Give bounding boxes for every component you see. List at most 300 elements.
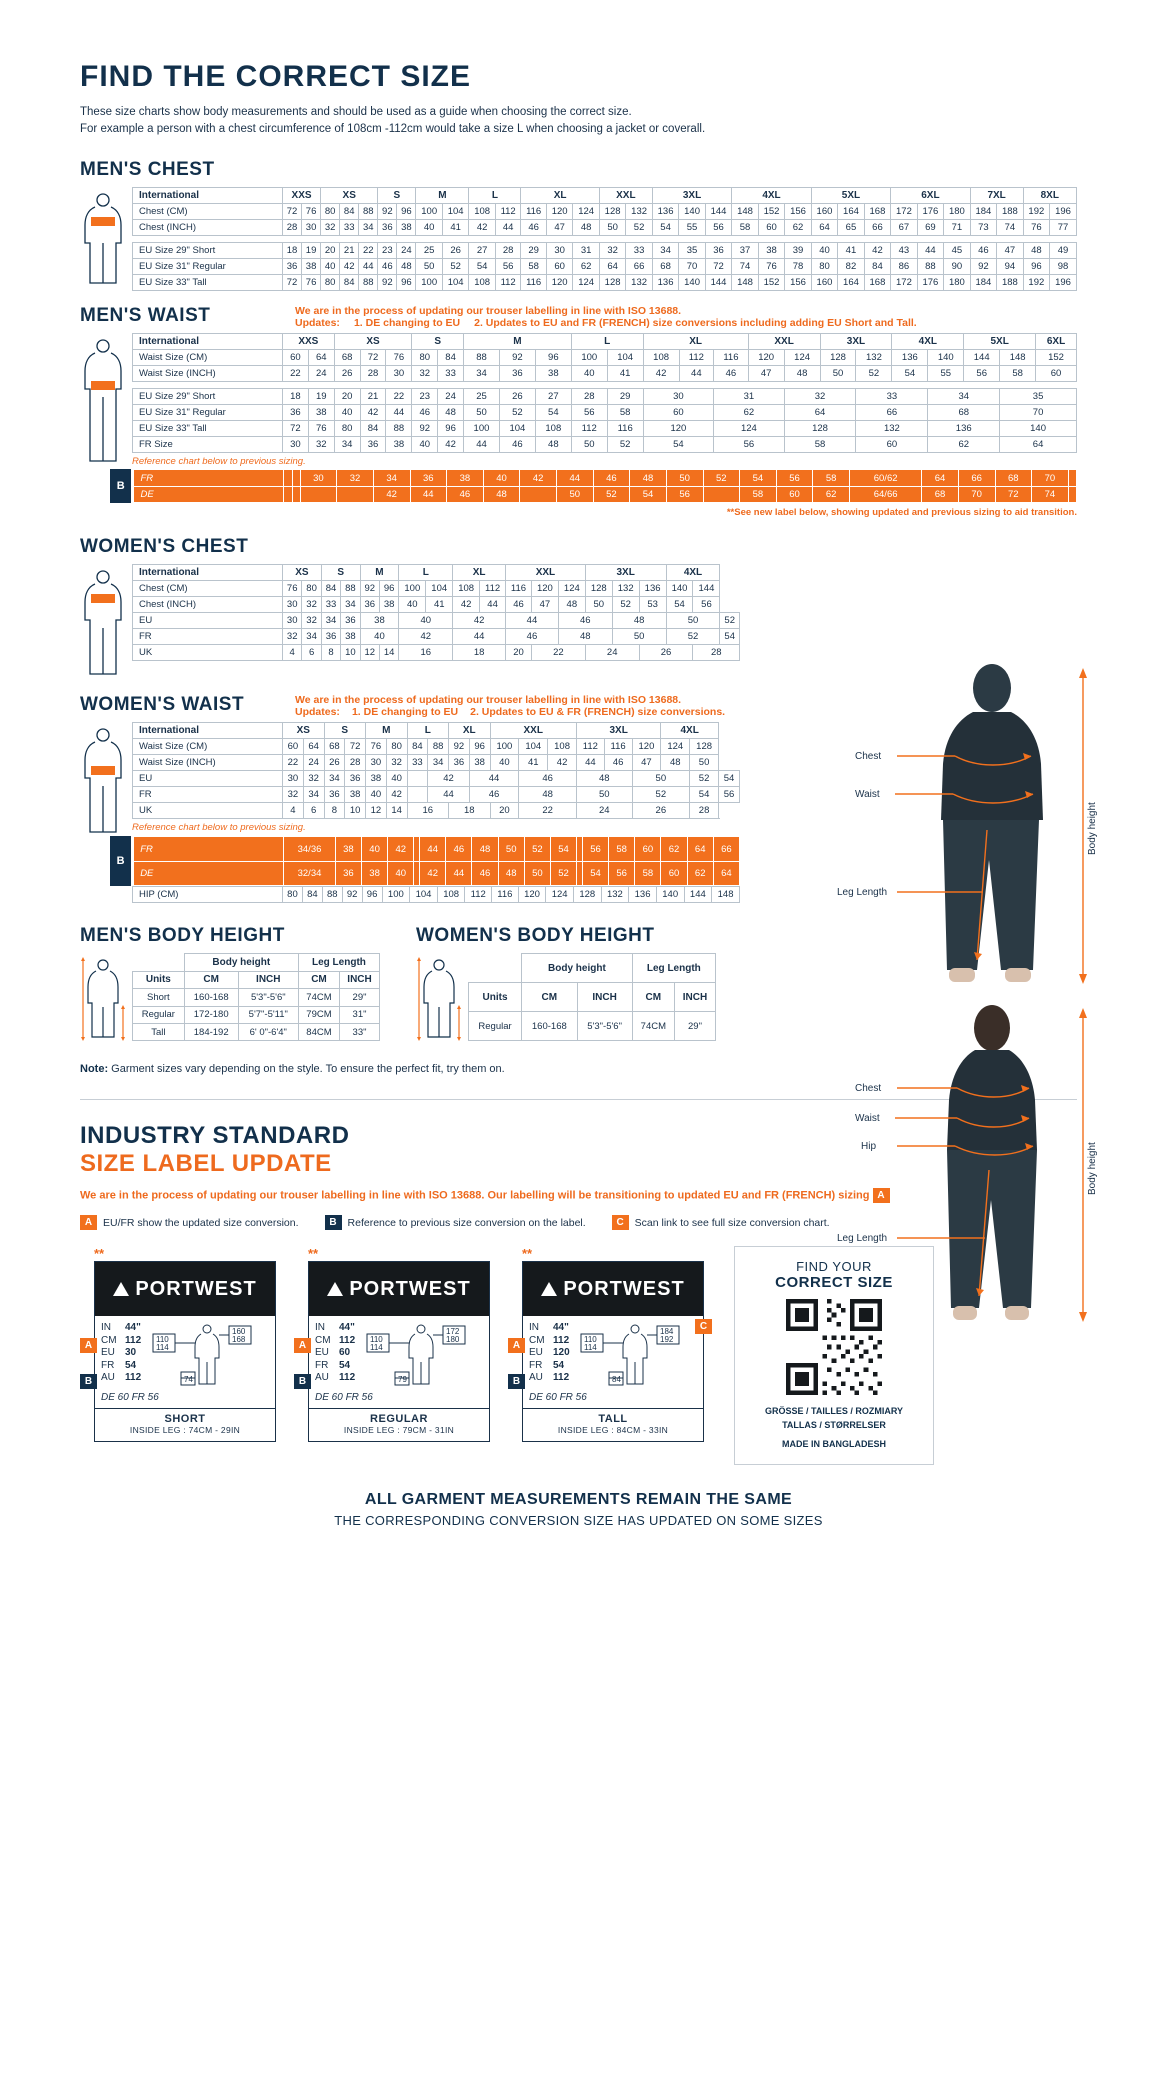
cell: 54 [720,629,740,645]
fit-note-label: Note: [80,1063,109,1076]
cell: 120 [531,581,558,597]
cell [292,486,300,503]
cell: 10 [341,645,360,661]
cell: 108 [535,421,571,437]
cell: 108 [437,887,465,903]
label-footer [309,1408,489,1441]
cell: 34 [334,437,360,453]
row-label: EU Size 33" Tall [133,275,283,291]
cell: 48 [558,597,585,613]
cell: 50 [632,771,690,787]
size-xxs: XXS [283,334,335,350]
waist-box-bottom: 114 [156,1343,169,1353]
row-label: FR [134,837,284,862]
size-4xl: 4XL [892,334,964,350]
womens-waist-previous-table [133,836,740,886]
table-row [133,421,1077,437]
cell: 40 [386,771,407,787]
cell: 50 [666,470,703,487]
cell: 92 [499,350,535,366]
cell: 56 [964,366,1000,382]
cell: 54 [469,259,495,275]
cell: 88 [428,739,449,755]
cell: 33 [321,597,340,613]
cell: 58 [732,220,758,236]
womens-waist-table [132,722,740,819]
table-row [133,405,1077,421]
womens-chest-title: WOMEN'S CHEST [80,536,249,558]
legend-item-c [612,1215,830,1230]
size-3xl: 3XL [576,723,660,739]
size-4xl: 4XL [666,565,720,581]
cell: 56 [714,437,785,453]
cell: 47 [632,755,661,771]
cell: 38 [758,243,784,259]
cell: 42 [469,220,495,236]
size-value: 54 [553,1359,565,1371]
size-value: 112 [125,1372,142,1384]
label-examples [80,1246,1077,1465]
cell: 58 [521,259,547,275]
cell: 36 [705,243,731,259]
cell: 168 [864,275,890,291]
cell: 38 [360,613,399,629]
size-key: FR [101,1359,115,1371]
cell: 196 [1050,204,1077,220]
cell: 54 [652,220,678,236]
cell: 54 [740,470,777,487]
cell: 46 [412,405,438,421]
cell: 88 [322,887,342,903]
row-label: Chest (INCH) [133,597,283,613]
cell: 52 [550,861,576,886]
mens-chest-title: MEN'S CHEST [80,159,215,181]
cell: 112 [495,204,521,220]
cell: 54 [719,771,740,787]
cell: 35 [1000,389,1077,405]
cell: 30 [302,220,321,236]
cell: 140 [679,275,705,291]
cell: 6 [303,803,324,819]
size-key: EU [315,1347,329,1359]
legend-text-c: Scan link to see full size conversion chart. [634,1216,830,1229]
cell: 42 [453,597,480,613]
table-row [133,629,740,645]
cell: 88 [341,581,360,597]
cell: 28 [345,755,366,771]
cell: 92 [378,204,397,220]
table-row [469,1012,716,1041]
womens-waist-figure [80,722,132,836]
size-s: S [324,723,366,739]
label-card-tall [508,1246,704,1442]
cell: 32 [302,613,321,629]
cell: 58 [1000,366,1036,382]
cell: 44 [917,243,943,259]
cell: 38 [469,755,490,771]
size-7xl: 7XL [970,188,1023,204]
footer-line-1: ALL GARMENT MEASUREMENTS REMAIN THE SAME [364,1490,793,1508]
mens-body-height-block [80,925,380,1041]
table-row [133,275,1077,291]
intro-line-1: These size charts show body measurements and should be used as a guide when choosing the correct size. [80,106,632,118]
cell: 18 [283,389,309,405]
cell: 50 [571,437,607,453]
height-box-top: 184 [660,1327,674,1337]
label-body-diagram-icon [579,1322,687,1388]
cell: 80 [334,421,360,437]
cell: 58 [740,486,777,503]
cell: 116 [607,421,643,437]
badge-b-label-2: B [294,1374,311,1389]
cell: 24 [438,389,464,405]
table-row [133,645,740,661]
cell: 76 [1023,220,1049,236]
brand-name: PORTWEST [349,1277,471,1300]
cell: 42 [548,755,577,771]
cell: 84CM [298,1023,339,1040]
cell: 124 [558,581,585,597]
cell: 5'3"-5'6" [238,989,298,1006]
womens-chest-table [132,564,740,661]
cell: 50 [585,597,612,613]
size-value: 54 [125,1359,137,1371]
cell: 20 [334,389,360,405]
cell: 48 [498,861,524,886]
badge-a: A [80,1215,97,1230]
cell: 41 [519,755,548,771]
cell: 73 [970,220,996,236]
legend-text-a: EU/FR show the updated size conversion. [103,1216,299,1229]
cell: 50 [576,787,632,803]
cell: 76 [283,581,302,597]
mens-waist-header-label: International [133,334,283,350]
cell: 48 [630,470,667,487]
table-row [133,739,740,755]
size-xxs: XXS [283,188,321,204]
cell: 48 [784,366,820,382]
cell: 48 [661,755,690,771]
cell: 74 [1032,486,1069,503]
mens-body-height-title: MEN'S BODY HEIGHT [80,925,285,947]
cell: 116 [506,581,532,597]
row-label: FR [133,629,283,645]
cell: 4 [283,803,304,819]
row-label: DE [134,861,284,886]
row-label: Chest (INCH) [133,220,283,236]
size-xxl: XXL [506,565,586,581]
cell: 56 [495,259,521,275]
cell: 56 [571,405,607,421]
cell: 26 [499,389,535,405]
table-row [133,887,740,903]
cell: 40 [811,243,837,259]
cell [407,787,428,803]
cell: 160-168 [184,989,238,1006]
badge-b-label-1: B [80,1374,97,1389]
size-row [315,1347,355,1360]
cell: 64 [1000,437,1077,453]
cell: 132 [601,887,629,903]
size-xs: XS [321,188,378,204]
page-title: FIND THE CORRECT SIZE [80,60,472,93]
cell: 54 [643,437,714,453]
cell: 38 [535,366,571,382]
table-row [133,334,1077,350]
cell: 32 [386,755,407,771]
size-key: FR [315,1359,329,1371]
cell: 54 [582,861,608,886]
cell: 96 [469,739,490,755]
cell: 36 [449,755,470,771]
cell: 144 [684,887,712,903]
units-label: Units [469,983,522,1012]
cell: 100 [399,581,426,597]
size-6xl: 6XL [1036,334,1077,350]
cell: 100 [416,275,442,291]
cell: 36 [283,405,309,421]
cell: 41 [607,366,643,382]
cell [337,486,374,503]
mens-chest-figure [80,187,132,287]
cell: 128 [599,204,625,220]
cell: 56 [582,837,608,862]
cell: 50 [820,366,856,382]
cell: 44 [464,437,500,453]
womens-waist-update-note [295,694,740,718]
cell: 38 [302,259,321,275]
cell [284,470,292,487]
cell: 36 [378,220,397,236]
cell: 152 [758,204,784,220]
cell: 112 [495,275,521,291]
label-box [522,1261,704,1442]
cell: 48 [472,837,498,862]
cell: 94 [997,259,1023,275]
cell: 70 [958,486,995,503]
cell: 38 [361,861,387,886]
cell: 40 [388,861,414,886]
size-key: IN [529,1322,539,1334]
industry-lead-text: We are in the process of updating our trouser labelling in line with ISO 13688. Our labelling will be transitioning to updated EU and FR (FRENCH) sizing [80,1189,870,1202]
cell: 124 [573,204,599,220]
cell [284,486,292,503]
cell: 46 [714,366,749,382]
cell: 29 [607,389,643,405]
cell: 56 [609,861,635,886]
cell: 42 [340,259,359,275]
cell: 47 [748,366,784,382]
cell: 28 [283,220,302,236]
cell: 124 [573,275,599,291]
row-label: EU Size 29" Short [133,389,283,405]
label-brand-header [309,1262,489,1316]
size-row [529,1360,570,1373]
cell: 52 [856,366,892,382]
unit: CM [184,971,238,988]
qr-card[interactable] [699,1246,934,1465]
cell: 46 [558,613,612,629]
label-fit-name: SHORT [164,1413,206,1426]
cell: 4 [283,645,302,661]
cell: 168 [864,204,890,220]
cell: 116 [604,739,632,755]
cell: 47 [997,243,1023,259]
cell: 80 [412,350,438,366]
cell: 24 [303,755,324,771]
size-3xl: 3XL [820,334,892,350]
cell: 46 [970,243,996,259]
row-label: Waist Size (CM) [133,350,283,366]
table-row [133,803,740,819]
cell: 152 [758,275,784,291]
cell: 26 [632,803,690,819]
label-footer [95,1408,275,1441]
brand-name: PORTWEST [135,1277,257,1300]
industry-title-2: SIZE LABEL UPDATE [80,1150,332,1178]
cell: 52 [593,486,630,503]
height-box-top: 172 [446,1327,460,1337]
cell: 36 [324,787,345,803]
cell: 72 [360,350,386,366]
cell: 71 [944,220,970,236]
row-label: Waist Size (CM) [133,739,283,755]
cell: 37 [732,243,758,259]
cell: 64 [303,739,324,755]
cell: 176 [917,275,943,291]
cell: 124 [714,421,785,437]
male-height-icon [80,957,126,1041]
cell: 27 [535,389,571,405]
size-m: M [416,188,469,204]
legend-item-b [325,1215,586,1230]
cell: 54 [535,405,571,421]
cell: 66 [626,259,652,275]
cell: 23 [412,389,438,405]
womens-waist-ref-note: Reference chart below to previous sizing. [132,822,306,834]
cell: 22 [386,389,412,405]
cell: 29 [521,243,547,259]
cell: 48 [483,486,520,503]
mens-waist-update-note [295,305,1077,329]
row-label: Short [133,989,185,1006]
size-value: 60 [339,1347,351,1359]
label-size-list [529,1322,570,1388]
cell: 44 [428,787,470,803]
cell: 80 [811,259,837,275]
cell: 19 [302,243,321,259]
qr-code-icon[interactable] [786,1299,882,1395]
cell: 52 [499,405,535,421]
size-xs: XS [334,334,412,350]
size-row [529,1347,570,1360]
size-row [315,1372,355,1385]
cell: 34 [321,613,340,629]
cell: 64 [599,259,625,275]
cell: 77 [1050,220,1077,236]
label-brand-header [523,1262,703,1316]
cell: 19 [308,389,334,405]
portwest-logo-icon [327,1282,343,1296]
size-key: CM [101,1334,117,1346]
cell: 34 [302,629,321,645]
cell: 42 [428,771,470,787]
leg-box: 84 [612,1375,622,1385]
size-row [101,1372,141,1385]
cell: 49 [1050,243,1077,259]
cell: 86 [891,259,917,275]
cell: 46 [469,787,519,803]
cell: 36 [321,629,340,645]
cell: 29" [674,1012,715,1041]
size-l: L [571,334,643,350]
male-label-leg: Leg Length [837,887,888,898]
table-row [133,581,740,597]
cell: 172-180 [184,1006,238,1023]
cell: 48 [612,613,666,629]
cell: 25 [464,389,500,405]
cell: 56 [776,470,813,487]
cell [300,486,337,503]
cell: 42 [360,405,386,421]
cell: 30 [366,755,387,771]
cell: 24 [308,366,334,382]
waist-box-top: 110 [370,1335,383,1345]
cell: 47 [546,220,572,236]
size-s: S [321,565,360,581]
cell: 60 [283,739,304,755]
cell: 40 [399,613,453,629]
cell: 40 [412,437,438,453]
cell: 60 [643,405,714,421]
badge-b-womens-waist: B [110,836,131,886]
row-label: Regular [133,1006,185,1023]
footer-line-2: THE CORRESPONDING CONVERSION SIZE HAS UPDATED ON SOME SIZES [334,1512,823,1528]
cell: 16 [407,803,449,819]
cell: 31" [340,1006,380,1023]
cell: 104 [499,421,535,437]
row-label: EU Size 31" Regular [133,259,283,275]
cell: 140 [679,204,705,220]
label-body [95,1316,275,1390]
cell: 42 [399,629,453,645]
section-mens-chest [80,159,1077,291]
cell: 62 [661,837,687,862]
cell: 24 [585,645,639,661]
female-label-waist: Waist [855,1113,880,1124]
cell: 92 [342,887,362,903]
cell: 40 [490,755,519,771]
cell: 136 [892,350,928,366]
row-label: Chest (CM) [133,204,283,220]
table-row [133,437,1077,453]
cell: 108 [453,581,480,597]
size-row [315,1335,355,1348]
table-row [133,771,740,787]
cell: 68 [995,470,1032,487]
cell: 172 [891,275,917,291]
row-label: DE [134,486,284,503]
cell: 48 [573,220,599,236]
row-label: FR Size [133,437,283,453]
table-row [133,787,740,803]
cell: 32 [784,389,856,405]
male-model-illustration [837,660,1097,990]
cell: 60 [283,350,309,366]
cell: 34 [359,220,378,236]
badge-c: C [612,1215,629,1230]
cell: 27 [469,243,495,259]
